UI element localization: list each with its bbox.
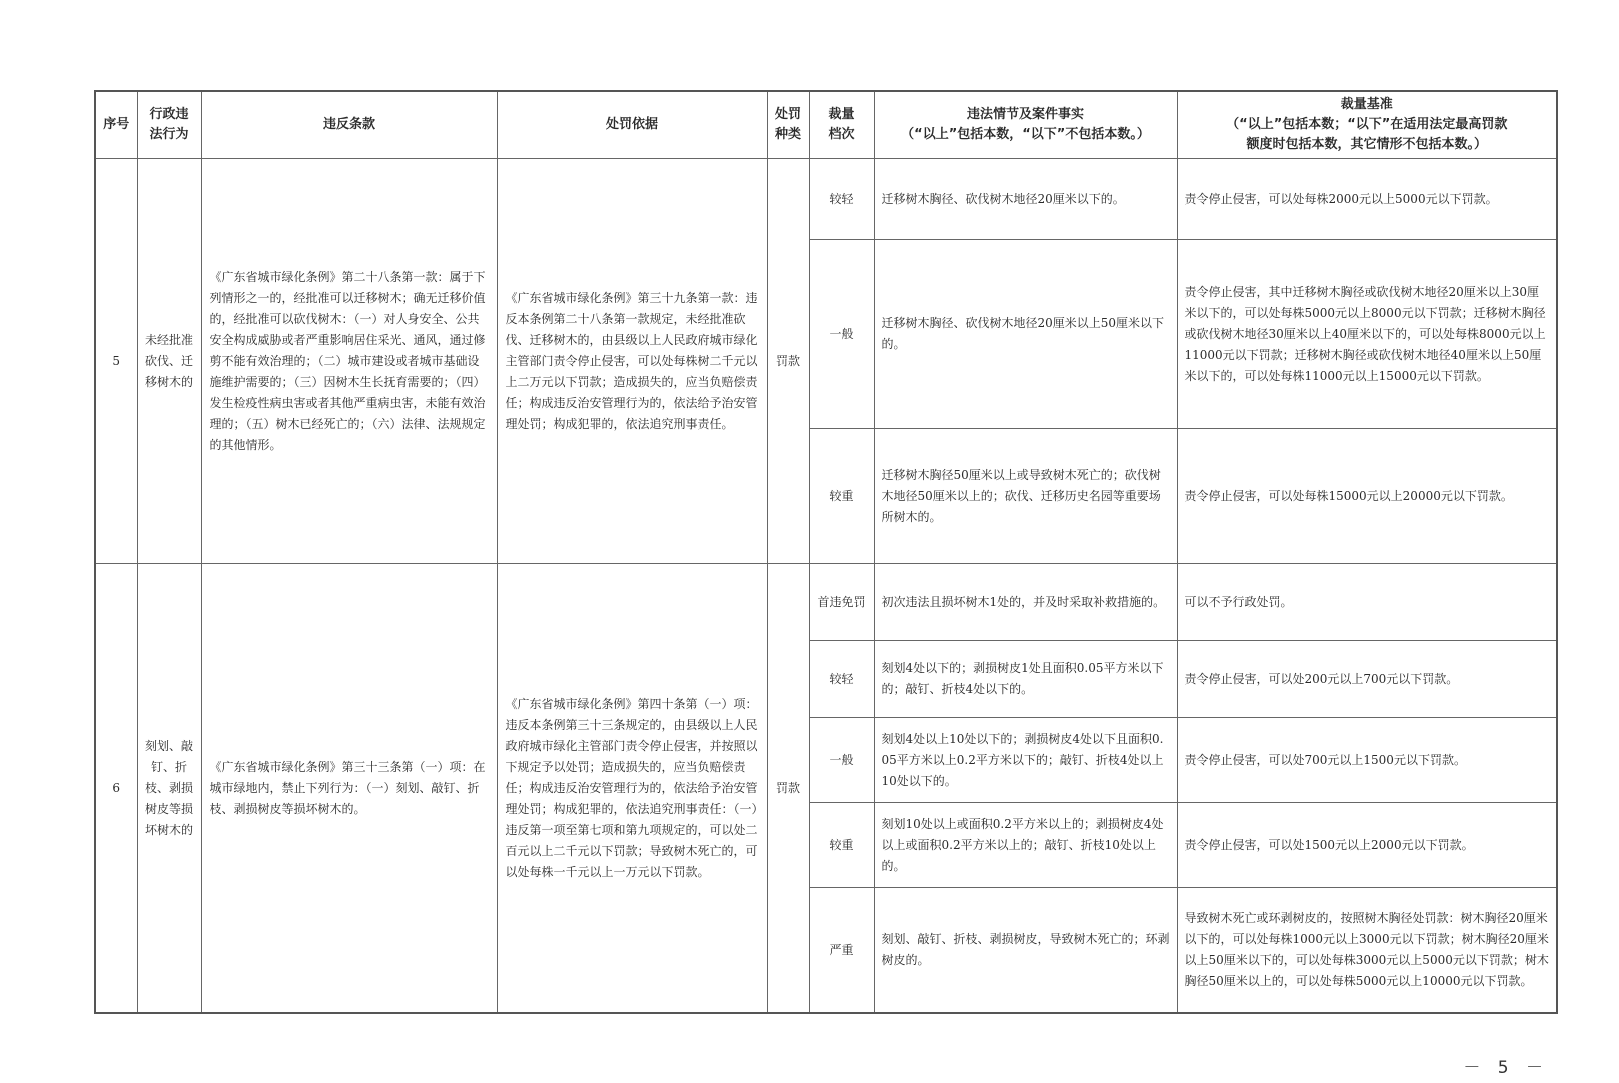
level-cell: 首违免罚 bbox=[809, 564, 874, 641]
row-penalty-type: 罚款 bbox=[767, 564, 809, 1014]
facts-cell: 刻划4处以下的；剥损树皮1处且面积0.05平方米以下的；敲钉、折枝4处以下的。 bbox=[874, 641, 1177, 718]
level-cell: 较重 bbox=[809, 803, 874, 888]
table-row bbox=[95, 564, 1557, 641]
header-level: 裁量 档次 bbox=[809, 91, 874, 159]
level-cell: 一般 bbox=[809, 240, 874, 429]
standard-cell: 责令停止侵害，可以处200元以上700元以下罚款。 bbox=[1177, 641, 1557, 718]
level-cell: 一般 bbox=[809, 718, 874, 803]
table-header bbox=[95, 91, 1557, 159]
header-seq: 序号 bbox=[95, 91, 137, 159]
header-facts: 违法情节及案件事实 （“以上”包括本数，“以下”不包括本数。） bbox=[874, 91, 1177, 159]
header-standard: 裁量基准 （“以上”包括本数；“以下”在适用法定最高罚款 额度时包括本数，其它情形不包括本数。） bbox=[1177, 91, 1557, 159]
row-penalty-type: 罚款 bbox=[767, 159, 809, 564]
standard-cell: 导致树木死亡或环剥树皮的，按照树木胸径处罚款：树木胸径20厘米以下的，可以处每株1000元以上3000元以下罚款；树木胸径20厘米以上50厘米以下的，可以处每株3000元以上5000元以下罚款；树木胸径50厘米以上的，可以处每株5000元以上10000元以下罚款。 bbox=[1177, 888, 1557, 1014]
facts-cell: 迁移树木胸径50厘米以上或导致树木死亡的；砍伐树木地径50厘米以上的；砍伐、迁移历史名园等重要场所树木的。 bbox=[874, 429, 1177, 564]
facts-cell: 刻划10处以上或面积0.2平方米以上的；剥损树皮4处以上或面积0.2平方米以上的；敲钉、折枝10处以上的。 bbox=[874, 803, 1177, 888]
level-cell: 较重 bbox=[809, 429, 874, 564]
facts-cell: 刻划、敲钉、折枝、剥损树皮，导致树木死亡的；环剥树皮的。 bbox=[874, 888, 1177, 1014]
standard-cell: 责令停止侵害，其中迁移树木胸径或砍伐树木地径20厘米以上30厘米以下的，可以处每株5000元以上8000元以下罚款；迁移树木胸径或砍伐树木地径30厘米以上40厘米以下的，可以处每株8000元以上11000元以下罚款；迁移树木胸径或砍伐树木地径40厘米以上50厘米以下的，可以处每株11000元以上15000元以下罚款。 bbox=[1177, 240, 1557, 429]
facts-cell: 刻划4处以上10处以下的；剥损树皮4处以下且面积0.05平方米以上0.2平方米以下的；敲钉、折枝4处以上10处以下的。 bbox=[874, 718, 1177, 803]
header-behavior: 行政违 法行为 bbox=[137, 91, 201, 159]
level-cell: 较轻 bbox=[809, 641, 874, 718]
page-number: － 5 － bbox=[1463, 1058, 1549, 1078]
row-behavior: 未经批准砍伐、迁移树木的 bbox=[137, 159, 201, 564]
penalty-discretion-table bbox=[94, 90, 1558, 1014]
facts-cell: 初次违法且损坏树木1处的，并及时采取补救措施的。 bbox=[874, 564, 1177, 641]
row-behavior: 刻划、敲钉、折枝、剥损树皮等损坏树木的 bbox=[137, 564, 201, 1014]
row-penalty-basis: 《广东省城市绿化条例》第四十条第（一）项：违反本条例第三十三条规定的，由县级以上人民政府城市绿化主管部门责令停止侵害，并按照以下规定予以处罚；造成损失的，应当负赔偿责任；构成违反治安管理行为的，依法给予治安管理处罚；构成犯罪的，依法追究刑事责任：（一）违反第一项至第七项和第九项规定的，可以处二百元以上二千元以下罚款；导致树木死亡的，可以处每株一千元以上一万元以下罚款。 bbox=[497, 564, 767, 1014]
table-body bbox=[95, 159, 1557, 1014]
header-penalty-basis: 处罚依据 bbox=[497, 91, 767, 159]
standard-cell: 责令停止侵害，可以处1500元以上2000元以下罚款。 bbox=[1177, 803, 1557, 888]
standard-cell: 责令停止侵害，可以处每株15000元以上20000元以下罚款。 bbox=[1177, 429, 1557, 564]
row-penalty-basis: 《广东省城市绿化条例》第三十九条第一款：违反本条例第二十八条第一款规定，未经批准砍伐、迁移树木的，由县级以上人民政府城市绿化主管部门责令停止侵害，可以处每株树二千元以上二万元以下罚款；造成损失的，应当负赔偿责任；构成违反治安管理行为的，依法给予治安管理处罚；构成犯罪的，依法追究刑事责任。 bbox=[497, 159, 767, 564]
standard-cell: 责令停止侵害，可以处700元以上1500元以下罚款。 bbox=[1177, 718, 1557, 803]
header-violated-clause: 违反条款 bbox=[201, 91, 497, 159]
level-cell: 严重 bbox=[809, 888, 874, 1014]
row-violated-clause: 《广东省城市绿化条例》第三十三条第（一）项：在城市绿地内，禁止下列行为：（一）刻划、敲钉、折枝、剥损树皮等损坏树木的。 bbox=[201, 564, 497, 1014]
table-row bbox=[95, 159, 1557, 240]
standard-cell: 责令停止侵害，可以处每株2000元以上5000元以下罚款。 bbox=[1177, 159, 1557, 240]
header-penalty-type: 处罚 种类 bbox=[767, 91, 809, 159]
standard-cell: 可以不予行政处罚。 bbox=[1177, 564, 1557, 641]
level-cell: 较轻 bbox=[809, 159, 874, 240]
row-violated-clause: 《广东省城市绿化条例》第二十八条第一款：属于下列情形之一的，经批准可以迁移树木；确无迁移价值的，经批准可以砍伐树木：（一）对人身安全、公共安全构成威胁或者严重影响居住采光、通风，通过修剪不能有效治理的；（二）城市建设或者城市基础设施维护需要的；（三）因树木生长抚育需要的；（四）发生检疫性病虫害或者其他严重病虫害，未能有效治理的；（五）树木已经死亡的；（六）法律、法规规定的其他情形。 bbox=[201, 159, 497, 564]
facts-cell: 迁移树木胸径、砍伐树木地径20厘米以上50厘米以下的。 bbox=[874, 240, 1177, 429]
row-seq: 6 bbox=[95, 564, 137, 1014]
row-seq: 5 bbox=[95, 159, 137, 564]
facts-cell: 迁移树木胸径、砍伐树木地径20厘米以下的。 bbox=[874, 159, 1177, 240]
